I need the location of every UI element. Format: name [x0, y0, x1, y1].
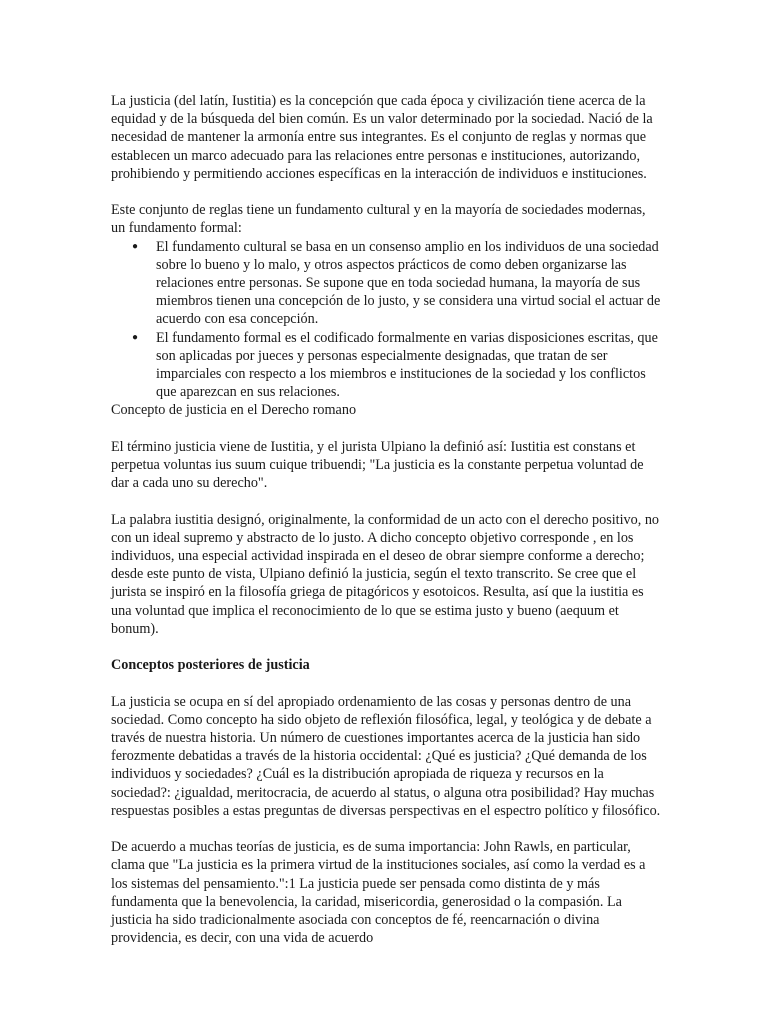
paragraph-fundamentos: Este conjunto de reglas tiene un fundamento cultural y en la mayoría de sociedades modernas, un fundamento formal:	[111, 202, 646, 237]
subheading-derecho-romano: Concepto de justicia en el Derecho romano	[111, 402, 357, 419]
bullet-item-formal: ● El fundamento formal es el codificado formalmente en varias disposiciones escritas, que son aplicadas por jueces y personas especialmente designadas, que tratan de ser imparciales con respecto a los miembros e instituciones de la sociedad y los conflictos que aparezcan en sus relaciones.	[156, 329, 661, 402]
paragraph-intro: La justicia (del latín, Iustitia) es la concepción que cada época y civilización tiene acerca de la equidad y de la búsqueda del bien común. Es un valor determinado por la sociedad. Nació de la necesidad de mantener la armonía entre sus integrantes. Es el conjunto de reglas y normas que establecen un marco adecuado para las relaciones entre personas e instituciones, autorizando, prohibiendo y permitiendo acciones específicas en la interacción de individuos e instituciones.	[111, 93, 653, 182]
paragraph-iustitia: El término justicia viene de Iustitia, y el jurista Ulpiano la definió así: Iustitia est constans et perpetua voluntas ius suum cuique tribuendi; "La justicia es la constante perpetua voluntad de dar a cada uno su derecho".	[111, 438, 644, 492]
bullet-item-cultural: ● El fundamento cultural se basa en un consenso amplio en los individuos de una sociedad sobre lo bueno y lo malo, y otros aspectos prácticos de como deben organizarse las relaciones entre personas. Se supone que en toda sociedad humana, la mayoría de sus miembros tienen una concepción de lo justo, y se considera una virtud social el actuar de acuerdo con esa concepción.	[156, 238, 661, 329]
bullet-list	[111, 238, 661, 402]
paragraph-ulpiano: La palabra iustitia designó, originalmente, la conformidad de un acto con el derecho positivo, no con un ideal supremo y abstracto de lo justo. A dicho concepto objetivo corresponde , en los individuos, una especial actividad inspirada en el deseo de obrar siempre conforme a derecho; desde este punto de vista, Ulpiano definió la justicia, según el texto transcrito. Se cree que el jurista se inspiró en la filosofía griega de pitagóricos y esotoicos. Resulta, así que la iustitia es una voluntad que implica el reconocimiento de lo que se estima justo y bueno (aequum et bonum).	[111, 511, 660, 637]
paragraph-ordenamiento: La justicia se ocupa en sí del apropiado ordenamiento de las cosas y personas dentro de una sociedad. Como concepto ha sido objeto de reflexión filosófica, legal, y teológica y de debate a través de nuestra historia. Un número de cuestiones importantes acerca de la justicia han sido ferozmente debatidas a través de la historia occidental: ¿Qué es justicia? ¿Qué demanda de los individuos y sociedades? ¿Cuál es la distribución apropiada de riqueza y recursos en la sociedad?: ¿igualdad, meritocracia, de acuerdo al status, o alguna otra posibilidad? Hay muchas respuestas posibles a estas preguntas de diversas perspectivas en el espectro político y filosófico.	[111, 693, 661, 819]
paragraph-rawls: De acuerdo a muchas teorías de justicia, es de suma importancia: John Rawls, en particular, clama que "La justicia es la primera virtud de la instituciones sociales, así como la verdad es a los sistemas del pensamiento.":1 La justicia puede ser pensada como distinta de y más fundamenta que la benevolencia, la caridad, misericordia, generosidad o la compasión. La justicia ha sido tradicionalmente asociada con conceptos de fé, reencarnación o divina providencia, es decir, con una vida de acuerdo	[111, 839, 646, 947]
document-page	[111, 92, 661, 947]
section-heading-conceptos-posteriores: Conceptos posteriores de justicia	[111, 657, 310, 674]
